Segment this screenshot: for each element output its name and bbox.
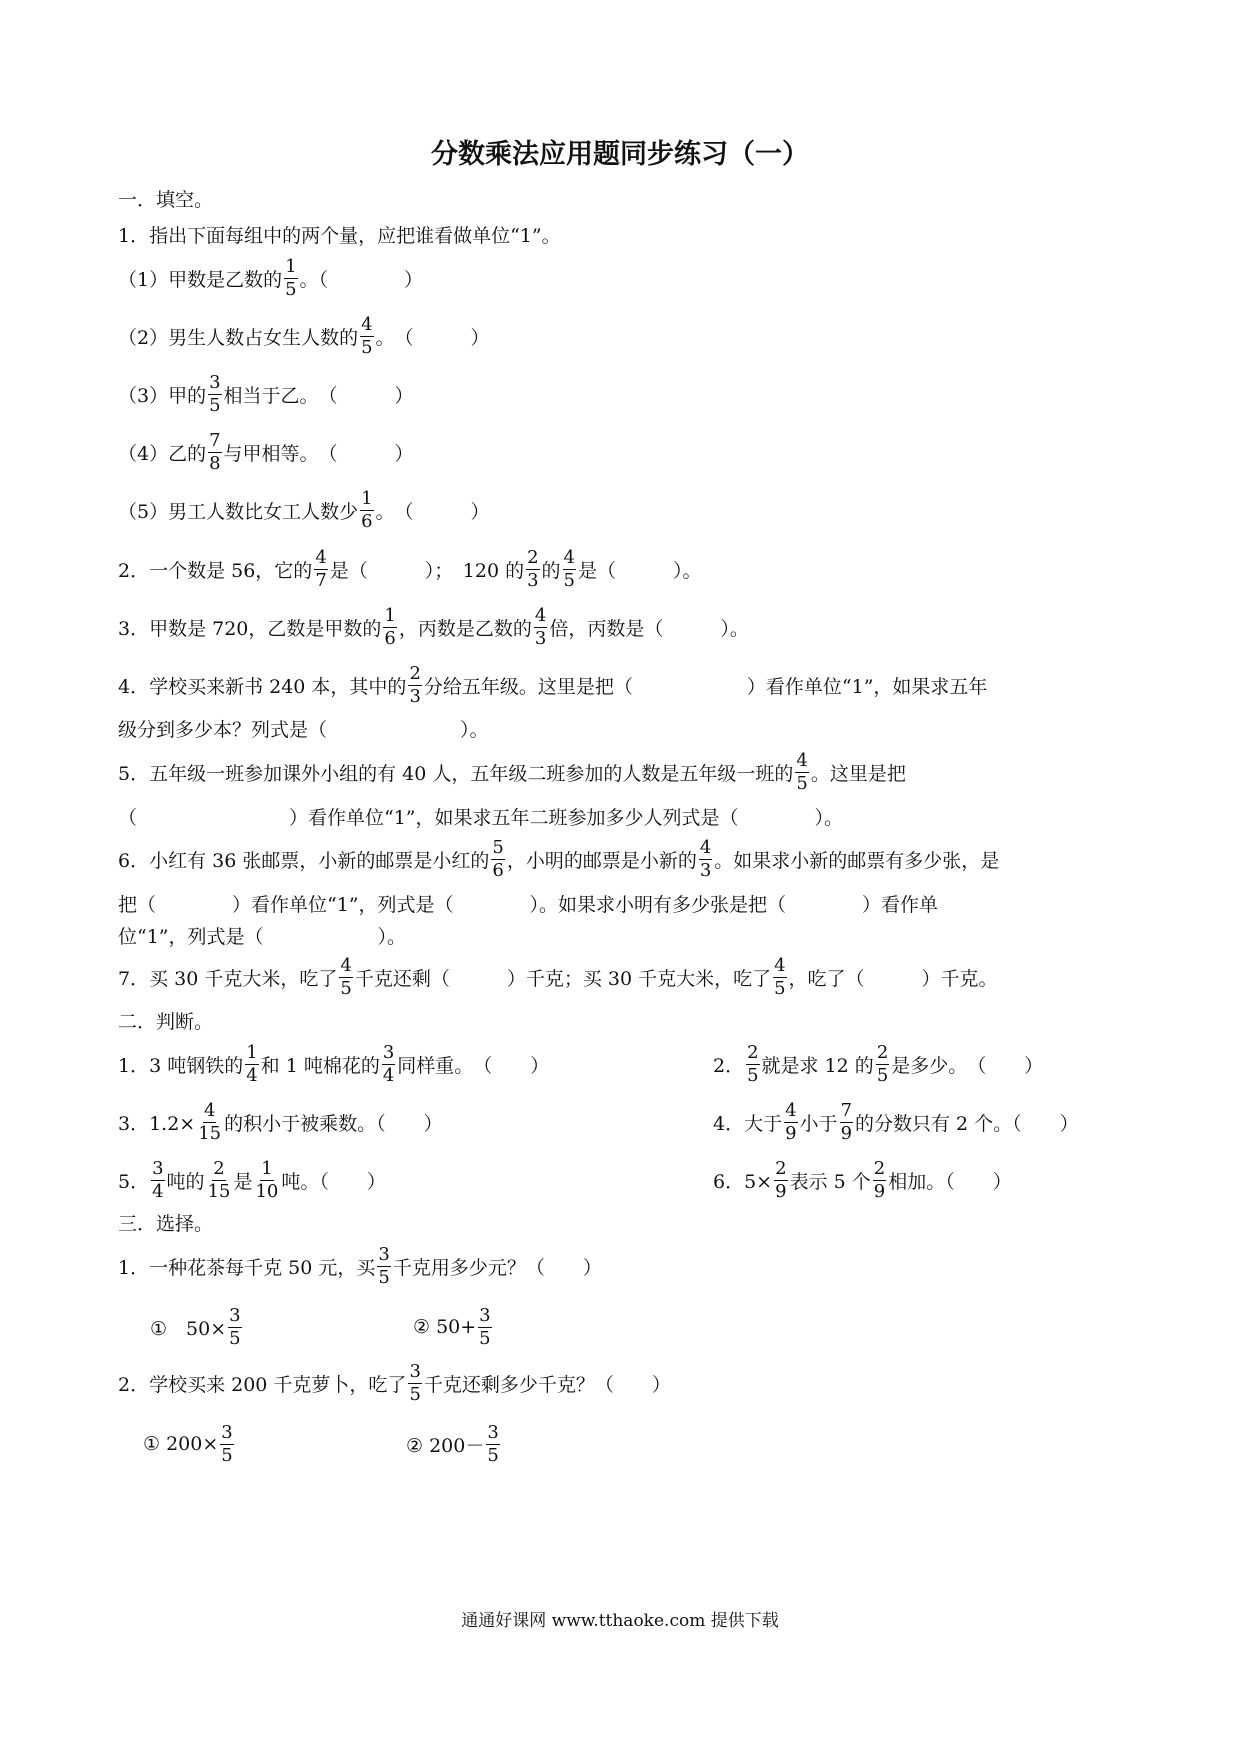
text: ，吃了（ ）千克。 bbox=[788, 967, 998, 990]
fraction bbox=[478, 1304, 491, 1349]
page-title: 分数乘法应用题同步练习（一） bbox=[431, 139, 809, 170]
numerator: 2 bbox=[775, 1157, 787, 1179]
denominator: 5 bbox=[229, 1327, 241, 1349]
denominator: 5 bbox=[747, 1064, 759, 1086]
sub-question bbox=[118, 368, 414, 420]
question-4-cont: 级分到多少本？列式是（ ）。 bbox=[118, 718, 489, 741]
text: 是（ ）。 bbox=[578, 559, 702, 582]
footer-credit: 通通好课网 www.tthaoke.com 提供下载 bbox=[461, 1611, 779, 1631]
text: 5．五年级一班参加课外小组的有 40 人，五年级二班参加的人数是五年级一班的 bbox=[118, 762, 794, 785]
text: 吨的 bbox=[166, 1170, 205, 1193]
numerator: 4 bbox=[785, 1099, 797, 1121]
fraction bbox=[491, 836, 504, 881]
text: 相当于乙。 （ ） bbox=[223, 384, 414, 407]
numerator: 3 bbox=[487, 1421, 499, 1443]
fraction bbox=[360, 313, 373, 358]
denominator: 5 bbox=[487, 1444, 499, 1466]
fraction bbox=[526, 546, 539, 591]
text: 2． bbox=[713, 1054, 745, 1077]
denominator: 6 bbox=[492, 859, 504, 881]
denominator: 5 bbox=[876, 1064, 889, 1086]
numerator: 4 bbox=[774, 954, 786, 976]
fraction bbox=[220, 1421, 233, 1466]
text: ① 200× bbox=[143, 1433, 219, 1455]
denominator: 9 bbox=[873, 1180, 886, 1202]
fraction bbox=[208, 429, 221, 474]
text: 7．买 30 千克大米，吃了 bbox=[118, 967, 338, 990]
text: ，小明的邮票是小新的 bbox=[506, 849, 697, 872]
numerator: 2 bbox=[873, 1157, 886, 1179]
text: （1）甲数是乙数的 bbox=[118, 268, 283, 291]
judge-6 bbox=[713, 1154, 1012, 1206]
numerator: 4 bbox=[315, 546, 327, 568]
numerator: 4 bbox=[340, 954, 352, 976]
numerator: 2 bbox=[876, 1041, 889, 1063]
denominator: 3 bbox=[527, 569, 539, 591]
text: 千克用多少元？（ ） bbox=[392, 1256, 602, 1279]
denominator: 4 bbox=[152, 1180, 164, 1202]
choice-1 bbox=[118, 1240, 602, 1292]
text: 6．小红有 36 张邮票，小新的邮票是小红的 bbox=[118, 849, 490, 872]
denominator: 9 bbox=[785, 1122, 797, 1144]
fraction bbox=[197, 1099, 222, 1144]
fraction bbox=[840, 1099, 853, 1144]
numerator: 3 bbox=[152, 1157, 164, 1179]
question-stem: 1．指出下面每组中的两个量，应把谁看做单位“1”。 bbox=[118, 224, 561, 247]
numerator: 2 bbox=[747, 1041, 759, 1063]
numerator: 3 bbox=[378, 1243, 390, 1265]
numerator: 1 bbox=[261, 1157, 273, 1179]
text: （5）男工人数比女工人数少 bbox=[118, 500, 359, 523]
text: 。 （ ） bbox=[375, 326, 490, 349]
denominator: 3 bbox=[699, 859, 712, 881]
fraction bbox=[377, 1243, 390, 1288]
text: 吨。（ ） bbox=[281, 1170, 386, 1193]
fraction bbox=[486, 1421, 499, 1466]
denominator: 4 bbox=[246, 1064, 258, 1086]
fraction bbox=[383, 604, 396, 649]
fraction bbox=[284, 255, 297, 300]
question-5-cont: （ ）看作单位“1”，如果求五年二班参加多少人列式是（ ）。 bbox=[118, 806, 844, 829]
denominator: 5 bbox=[563, 569, 575, 591]
choice-option-1[interactable] bbox=[150, 1301, 244, 1353]
fraction bbox=[784, 1099, 797, 1144]
numerator: 2 bbox=[527, 546, 539, 568]
judge-3 bbox=[118, 1096, 443, 1148]
fraction bbox=[339, 954, 352, 999]
fraction bbox=[699, 836, 712, 881]
text: 3．1.2× bbox=[118, 1112, 196, 1135]
numerator: 1 bbox=[246, 1041, 258, 1063]
numerator: 4 bbox=[563, 546, 575, 568]
denominator: 5 bbox=[209, 394, 221, 416]
text: 4．学校买来新书 240 本，其中的 bbox=[118, 675, 407, 698]
section-heading: 三．选择。 bbox=[118, 1212, 214, 1235]
section-heading: 一．填空。 bbox=[118, 188, 214, 211]
text: 2．一个数是 56，它的 bbox=[118, 559, 313, 582]
numerator: 3 bbox=[221, 1421, 233, 1443]
choice-2 bbox=[118, 1357, 671, 1409]
denominator: 7 bbox=[315, 569, 327, 591]
numerator: 3 bbox=[409, 1360, 421, 1382]
denominator: 15 bbox=[198, 1122, 222, 1144]
choice-option-1[interactable] bbox=[143, 1418, 236, 1470]
denominator: 3 bbox=[534, 627, 547, 649]
text: 。这里是把 bbox=[810, 762, 906, 785]
numerator: 3 bbox=[209, 371, 221, 393]
denominator: 3 bbox=[409, 685, 421, 707]
text: 相加。（ ） bbox=[888, 1170, 1012, 1193]
fraction bbox=[151, 1157, 164, 1202]
denominator: 9 bbox=[775, 1180, 787, 1202]
text: 是 bbox=[233, 1170, 253, 1193]
denominator: 5 bbox=[361, 336, 373, 358]
fraction bbox=[795, 749, 808, 794]
text: 3．甲数是 720，乙数是甲数的 bbox=[118, 617, 382, 640]
text: ② 50+ bbox=[413, 1316, 477, 1338]
fraction bbox=[208, 371, 221, 416]
numerator: 1 bbox=[285, 255, 297, 277]
text: 千克还剩多少千克？（ ） bbox=[423, 1373, 671, 1396]
choice-option-2[interactable] bbox=[406, 1418, 502, 1470]
numerator: 1 bbox=[384, 604, 396, 626]
text: （3）甲的 bbox=[118, 384, 207, 407]
text: 5． bbox=[118, 1170, 150, 1193]
fraction bbox=[773, 954, 786, 999]
text: 与甲相等。 （ ） bbox=[223, 442, 414, 465]
text: 。 （ ） bbox=[375, 500, 490, 523]
denominator: 4 bbox=[382, 1064, 395, 1086]
denominator: 10 bbox=[255, 1180, 279, 1202]
numerator: 7 bbox=[209, 429, 221, 451]
text: ② 200－ bbox=[406, 1434, 485, 1457]
fraction bbox=[245, 1041, 258, 1086]
text: 倍，丙数是（ ）。 bbox=[549, 617, 749, 640]
text: 4．大于 bbox=[713, 1112, 783, 1135]
numerator: 3 bbox=[382, 1041, 395, 1063]
text: 和 1 吨棉花的 bbox=[260, 1054, 380, 1077]
fraction bbox=[876, 1041, 889, 1086]
text: 就是求 12 的 bbox=[761, 1054, 874, 1077]
fraction bbox=[873, 1157, 886, 1202]
fraction bbox=[382, 1041, 395, 1086]
text: ① 50× bbox=[150, 1317, 227, 1340]
numerator: 2 bbox=[213, 1157, 225, 1179]
text: 表示 5 个 bbox=[789, 1170, 871, 1193]
text: 的积小于被乘数。（ ） bbox=[224, 1112, 443, 1135]
numerator: 5 bbox=[492, 836, 504, 858]
text: 是多少。 （ ） bbox=[891, 1054, 1044, 1077]
denominator: 5 bbox=[285, 278, 297, 300]
text: （2）男生人数占女生人数的 bbox=[118, 326, 359, 349]
question-7 bbox=[118, 951, 998, 1003]
text: 。如果求小新的邮票有多少张，是 bbox=[714, 849, 1000, 872]
text: 6．5× bbox=[713, 1170, 773, 1193]
numerator: 1 bbox=[361, 487, 373, 509]
denominator: 5 bbox=[221, 1444, 233, 1466]
judge-1 bbox=[118, 1038, 549, 1090]
numerator: 7 bbox=[840, 1099, 853, 1121]
denominator: 5 bbox=[774, 977, 786, 999]
question-6-cont: 位“1”，列式是（ ）。 bbox=[118, 925, 407, 948]
denominator: 5 bbox=[796, 772, 808, 794]
numerator: 3 bbox=[479, 1304, 491, 1326]
sub-question bbox=[118, 484, 490, 536]
numerator: 4 bbox=[796, 749, 808, 771]
text: ，丙数是乙数的 bbox=[398, 617, 532, 640]
judge-2 bbox=[713, 1038, 1043, 1090]
fraction bbox=[314, 546, 327, 591]
choice-option-2[interactable] bbox=[413, 1301, 494, 1353]
denominator: 15 bbox=[207, 1180, 231, 1202]
denominator: 5 bbox=[340, 977, 352, 999]
text: 1．3 吨钢铁的 bbox=[118, 1054, 244, 1077]
text: 1．一种花茶每千克 50 元，买 bbox=[118, 1256, 376, 1279]
fraction bbox=[207, 1157, 232, 1202]
fraction bbox=[228, 1304, 241, 1349]
fraction bbox=[563, 546, 576, 591]
text: 2．学校买来 200 千克萝卜，吃了 bbox=[118, 1373, 407, 1396]
denominator: 9 bbox=[840, 1122, 853, 1144]
fraction bbox=[408, 1360, 421, 1405]
text: 。（ ） bbox=[299, 268, 424, 291]
fraction bbox=[254, 1157, 279, 1202]
fraction bbox=[534, 604, 547, 649]
question-3 bbox=[118, 601, 749, 653]
fraction bbox=[746, 1041, 759, 1086]
denominator: 8 bbox=[209, 452, 221, 474]
section-heading: 二．判断。 bbox=[118, 1010, 214, 1033]
numerator: 4 bbox=[203, 1099, 216, 1121]
denominator: 6 bbox=[361, 510, 373, 532]
text: 分给五年级。这里是把（ ）看作单位“1”，如果求五年 bbox=[423, 675, 988, 698]
question-6-cont: 把（ ）看作单位“1”，列式是（ ）。如果求小明有多少张是把（ ）看作单 bbox=[118, 893, 939, 916]
sub-question bbox=[118, 426, 414, 478]
denominator: 6 bbox=[384, 627, 396, 649]
denominator: 5 bbox=[479, 1327, 491, 1349]
denominator: 5 bbox=[409, 1383, 421, 1405]
numerator: 3 bbox=[229, 1304, 241, 1326]
judge-4 bbox=[713, 1096, 1079, 1148]
fraction bbox=[774, 1157, 787, 1202]
denominator: 5 bbox=[378, 1266, 390, 1288]
text: 小于 bbox=[799, 1112, 838, 1135]
numerator: 4 bbox=[699, 836, 712, 858]
text: 的分数只有 2 个。（ ） bbox=[855, 1112, 1079, 1135]
sub-question bbox=[118, 252, 423, 304]
text: 同样重。 （ ） bbox=[397, 1054, 550, 1077]
numerator: 2 bbox=[409, 662, 421, 684]
numerator: 4 bbox=[361, 313, 373, 335]
text: （4）乙的 bbox=[118, 442, 207, 465]
text: 是（ ）； 120 的 bbox=[329, 559, 525, 582]
sub-question bbox=[118, 310, 490, 362]
text: 千克还剩（ ）千克；买 30 千克大米，吃了 bbox=[354, 967, 772, 990]
question-2 bbox=[118, 543, 702, 595]
numerator: 4 bbox=[534, 604, 547, 626]
fraction bbox=[360, 487, 373, 532]
text: 的 bbox=[541, 559, 561, 582]
fraction bbox=[408, 662, 421, 707]
